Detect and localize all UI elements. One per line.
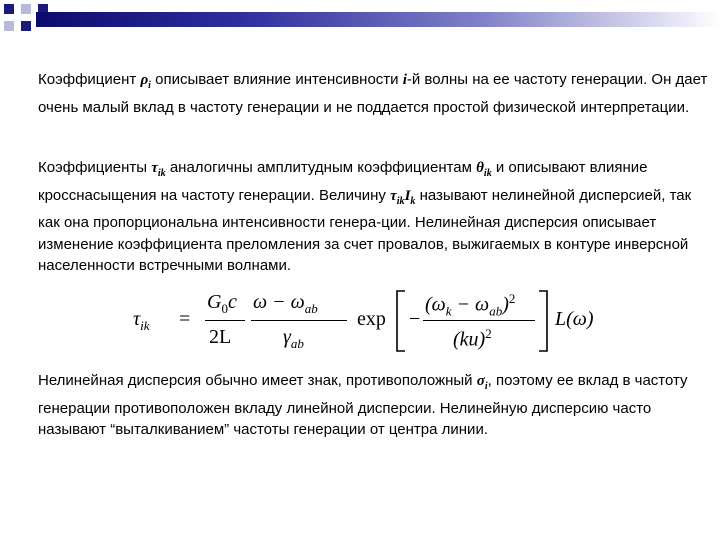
math-symbol: i: [148, 80, 151, 91]
math-symbol: τ: [390, 187, 397, 204]
text-run: и описывают влияние кросснасыщения на частоту генерации. Величину: [38, 159, 648, 204]
fraction-line: [251, 320, 347, 321]
formula-f2-denominator: $\gamma_{ab}$: [283, 326, 304, 351]
text-run: описывает влияние интенсивности: [150, 71, 403, 88]
text-run: , поэтому ее вклад в частоту генерации противоположен вкладу линейной дисперсии. Нелинейную дисперсию часто называют “выталкиванием” частоты генерации от центра линии.: [38, 372, 688, 438]
math-symbol: θ: [476, 160, 484, 176]
math-symbol: ik: [483, 168, 492, 179]
math-symbol: τ: [151, 160, 158, 176]
text-run: называют нелинейной дисперсией, так как она пропорциональна интенсивности генера-ции. Нелинейная дисперсия описывает изменение коэффициента преломления за счет провалов, выжигаемых в контуре инверсной населенности встречными волнами.: [38, 186, 692, 274]
paragraph-rho: [38, 69, 710, 118]
math-symbol: σ: [476, 373, 485, 389]
text-run: аналогичны амплитудным коэффициентам: [165, 159, 477, 176]
formula-tau-ik: [133, 286, 593, 358]
formula-f3-numerator: $(\omega_k - \omega_{ab})^2$: [425, 291, 516, 319]
fraction-line: [423, 320, 535, 321]
formula-f1-numerator: $G_0c$: [207, 291, 237, 316]
formula-minus: −: [409, 308, 421, 330]
decor-square: [21, 4, 31, 14]
math-symbol: I: [404, 187, 411, 204]
decor-square: [4, 4, 14, 14]
decor-square: [4, 21, 14, 31]
math-symbol: ρ: [140, 72, 149, 88]
formula-tail: L(ω): [555, 308, 594, 330]
right-bracket-icon: [537, 290, 549, 352]
title-gradient-bar: [36, 12, 720, 27]
formula-lhs: $\tau_{ik}$: [133, 308, 150, 333]
left-bracket-icon: [395, 290, 407, 352]
paragraph-tau: [38, 157, 710, 277]
text-run: Коэффициенты: [38, 159, 152, 176]
text-run: -й волны на ее частоту генерации. Он дает очень малый вклад в частоту генерации и не поддается простой физической интерпретации.: [38, 71, 708, 116]
math-symbol: i: [402, 72, 407, 88]
formula-exp: exp: [357, 308, 386, 330]
math-symbol: k: [410, 195, 416, 207]
math-symbol: i: [484, 381, 488, 392]
decor-square: [21, 21, 31, 31]
formula-f3-denominator: (ku)$^2$: [453, 326, 492, 351]
text-run: Коэффициент: [38, 71, 141, 88]
formula-f1-denominator: 2L: [209, 326, 232, 348]
fraction-line: [205, 320, 245, 321]
text-run: Нелинейная дисперсия обычно имеет знак, противоположный: [38, 372, 477, 389]
formula-f2-numerator: $\omega - \omega_{ab}$: [253, 291, 318, 316]
paragraph-dispersion-sign: [38, 370, 710, 441]
formula-equals: =: [179, 308, 191, 330]
math-symbol: ik: [396, 195, 405, 207]
math-symbol: ik: [157, 168, 166, 179]
title-decoration: [0, 0, 720, 40]
